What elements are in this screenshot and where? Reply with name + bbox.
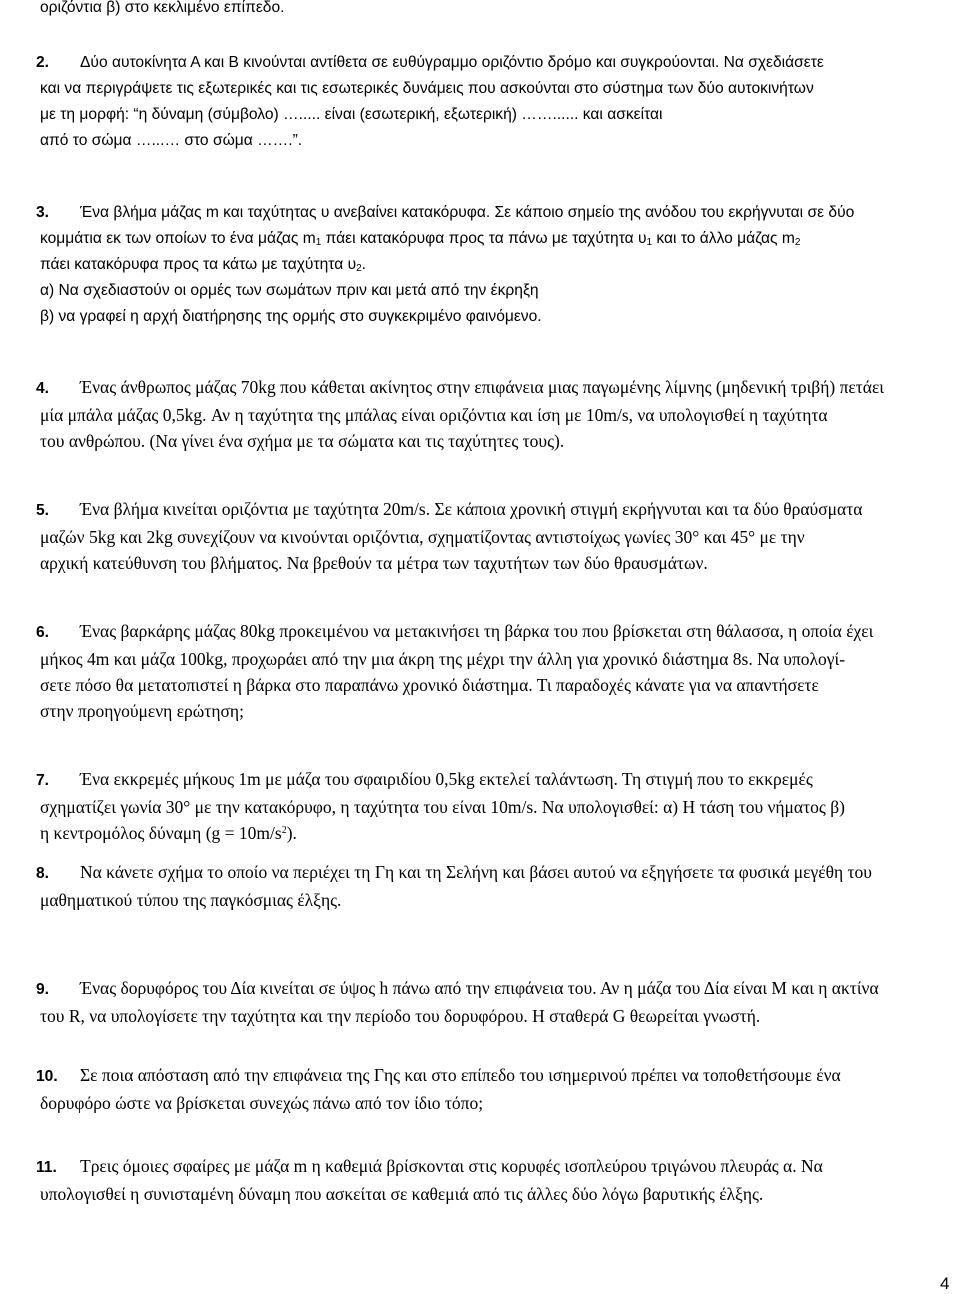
subscript-2b: 2 [356, 263, 362, 274]
question-3-line-1: Ένα βλήμα μάζας m και ταχύτητας υ ανεβαίνει κατακόρυφα. Σε κάποιο σημείο της ανόδου του εκρήγνυται σε δύο [80, 204, 855, 221]
page-number: 4 [940, 1274, 950, 1293]
question-3-number: 3. [36, 204, 50, 221]
question-3 [36, 200, 918, 330]
question-11-line-1: Τρεις όμοιες σφαίρες με μάζα m η καθεμιά βρίσκονται στις κορυφές ισοπλεύρου τριγώνου πλευράς α. Να [80, 1156, 823, 1176]
question-5-line-3: αρχική κατεύθυνση του βλήματος. Να βρεθούν τα μέτρα των ταχυτήτων των δύο θραυσμάτων. [40, 553, 708, 573]
question-3-line-2 [40, 226, 918, 252]
question-10-number: 10. [36, 1068, 58, 1085]
question-10 [36, 1062, 918, 1116]
question-7-line-2: σχηματίζει γωνία 30° με την κατακόρυφο, η ταχύτητα του είναι 10m/s. Να υπολογισθεί: α) Η τάση του νήματος β) [40, 797, 845, 817]
question-6 [36, 618, 918, 724]
question-3-part-b: β) να γραφεί η αρχή διατήρησης της ορμής στο συγκεκριμένο φαινόμενο. [40, 308, 542, 325]
question-6-line-4: στην προηγούμενη ερώτηση; [40, 701, 244, 721]
question-2-line-4: από το σώμα …...… στο σώμα …….”. [40, 132, 303, 149]
question-3-line-2-c: και το άλλο μάζας m [652, 230, 795, 247]
question-10-line-2: δορυφόρο ώστε να βρίσκεται συνεχώς πάνω από τον ίδιο τόπο; [40, 1093, 484, 1113]
question-11 [36, 1153, 918, 1207]
question-4-line-2: μία μπάλα μάζας 0,5kg. Αν η ταχύτητα της μπάλας είναι οριζόντια και ίση με 10m/s, να υπολογισθεί η ταχύτητα [40, 405, 828, 425]
question-4-line-3: του ανθρώπου. (Να γίνει ένα σχήμα με τα σώματα και τις ταχύτητες τους). [40, 431, 565, 451]
subscript-2: 2 [794, 237, 801, 248]
question-2 [36, 50, 918, 154]
superscript-2: 2 [281, 825, 287, 836]
question-5-number: 5. [36, 502, 50, 519]
question-11-number: 11. [36, 1159, 57, 1176]
question-5 [36, 496, 918, 576]
question-7-line-1: Ένα εκκρεμές μήκους 1m με μάζα του σφαιριδίου 0,5kg εκτελεί ταλάντωση. Τη στιγμή που το εκκρεμές [80, 769, 813, 789]
question-5-line-1: Ένα βλήμα κινείται οριζόντια με ταχύτητα 20m/s. Σε κάποια χρονική στιγμή εκρήγνυται και τα δύο θραύσματα [80, 499, 863, 519]
question-7-line-3 [40, 820, 918, 846]
top-line-text: οριζόντια β) στο κεκλιμένο επίπεδο. [40, 0, 285, 16]
question-2-line-1: Δύο αυτοκίνητα Α και Β κινούνται αντίθετα σε ευθύγραμμο οριζόντιο δρόμο και συγκρούονται. Να σχεδιάσετε [80, 54, 824, 71]
question-9 [36, 975, 918, 1029]
question-7-number: 7. [36, 772, 50, 789]
question-10-line-1: Σε ποια απόσταση από την επιφάνεια της Γης και στο επίπεδο του ισημερινού πρέπει να τοποθετήσουμε ένα [80, 1065, 841, 1085]
question-8 [36, 859, 918, 913]
question-4 [36, 374, 918, 454]
question-3-line-2-b: πάει κατακόρυφα προς τα πάνω με ταχύτητα υ [321, 230, 647, 247]
question-7-line-3-a: η κεντρομόλος δύναμη (g = 10m/s [40, 823, 282, 843]
question-9-line-2: του R, να υπολογίσετε την ταχύτητα και την περίοδο του δορυφόρου. Η σταθερά G θεωρείται γνωστή. [40, 1006, 761, 1026]
question-4-line-1: Ένας άνθρωπος μάζας 70kg που κάθεται ακίνητος στην επιφάνεια μιας παγωμένης λίμνης (μηδενική τριβή) πετάει [80, 377, 885, 397]
question-3-line-2-a: κομμάτια εκ των οποίων το ένα μάζας m [40, 230, 316, 247]
question-8-line-2: μαθηματικού τύπου της παγκόσμιας έλξης. [40, 890, 342, 910]
question-9-line-1: Ένας δορυφόρος του Δία κινείται σε ύψος h πάνω από την επιφάνεια του. Αν η μάζα του Δία είναι Μ και η ακτίνα [80, 978, 879, 998]
question-2-number: 2. [36, 54, 50, 71]
question-8-number: 8. [36, 865, 50, 882]
question-8-line-1: Να κάνετε σχήμα το οποίο να περιέχει τη Γη και τη Σελήνη και βάσει αυτού να εξηγήσετε τα φυσικά μεγέθη του [80, 862, 872, 882]
question-9-number: 9. [36, 981, 50, 998]
question-2-line-3: με τη μορφή: “η δύναμη (σύμβολο) …..... είναι (εσωτερική, εξωτερική) ……...... και ασκείται [40, 106, 663, 123]
question-5-line-2: μαζών 5kg και 2kg συνεχίζουν να κινούνται οριζόντια, σχηματίζοντας αντιστοίχως γωνίες 30° και 45° με την [40, 527, 805, 547]
question-3-line-3-a: πάει κατακόρυφα προς τα κάτω με ταχύτητα υ [40, 256, 357, 273]
question-3-part-a: α) Να σχεδιαστούν οι ορμές των σωμάτων πριν και μετά από την έκρηξη [40, 282, 539, 299]
question-6-line-1: Ένας βαρκάρης μάζας 80kg προκειμένου να μετακινήσει τη βάρκα του που βρίσκεται στη θάλασσα, η οποία έχει [80, 621, 874, 641]
question-4-number: 4. [36, 380, 50, 397]
question-6-line-3: σετε πόσο θα μετατοπιστεί η βάρκα στο παραπάνω χρονικό διάστημα. Τι παραδοχές κάνατε για να απαντήσετε [40, 675, 819, 695]
question-7-line-3-b: ). [286, 823, 297, 843]
question-6-line-2: μήκος 4m και μάζα 100kg, προχωράει από την μια άκρη της μέχρι την άλλη για χρονικό διάστημα 8s. Να υπολογί- [40, 649, 846, 669]
question-3-line-3-b: . [361, 256, 367, 273]
question-6-number: 6. [36, 624, 50, 641]
question-3-line-3 [40, 252, 918, 278]
question-2-line-2: και να περιγράψετε τις εξωτερικές και τις εσωτερικές δυνάμεις που ασκούνται στο σύστημα των δύο αυτοκινήτων [40, 80, 814, 97]
top-line [40, 0, 918, 21]
question-11-line-2: υπολογισθεί η συνισταμένη δύναμη που ασκείται σε καθεμιά από τις άλλες δύο λόγω βαρυτικής έλξης. [40, 1184, 764, 1204]
subscript-1b: 1 [646, 237, 653, 248]
subscript-1: 1 [315, 237, 322, 248]
question-7 [36, 766, 918, 846]
